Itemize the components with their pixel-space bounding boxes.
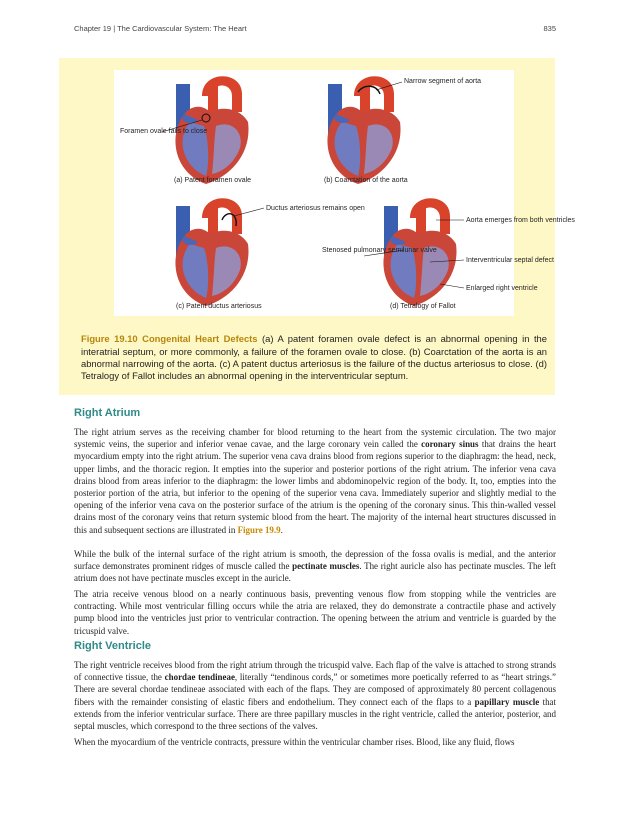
- label-enlarged-ventricle: Enlarged right ventricle: [466, 285, 538, 292]
- page-header: [74, 24, 556, 33]
- right-atrium-paragraph-1: The right atrium serves as the receiving chamber for blood returning to the heart from the systemic circulation. The two major systemic veins, the superior and inferior venae cavae, and the large coronary vein called the coronary sinus that drains the heart myocardium empty into the right atrium. The superior vena cava drains blood from regions superior to the diaphragm: the head, neck, upper limbs, and the thoracic region. It empties into the superior and posterior portions of the right atrium. The inferior vena cava drains blood from areas inferior to the diaphragm: the lower limbs and abdominopelvic region of the body. It, too, empties into the posterior portion of the atria, but inferior to the opening of the superior vena cava. Immediately superior and slightly medial to the opening of the inferior vena cava on the posterior surface of the atrium is the opening of the coronary sinus. This thin-walled vessel drains most of the coronary veins that return systemic blood from the heart. The majority of the internal heart structures discussed in this and subsequent sections are illustrated in Figure 19.9.: [74, 427, 556, 535]
- panel-b-caption: (b) Coarctation of the aorta: [324, 177, 408, 184]
- congenital-defects-illustration: [114, 70, 575, 316]
- label-septal-defect: Interventricular septal defect: [466, 257, 554, 264]
- figure-19-9-link[interactable]: Figure 19.9: [237, 524, 281, 535]
- label-stenosed-valve: Stenosed pulmonary semilunar valve: [322, 247, 437, 254]
- figure-caption: [81, 333, 547, 382]
- panel-a-caption: (a) Patent foramen ovale: [174, 177, 252, 184]
- heart-c: [175, 198, 248, 306]
- right-ventricle-paragraph-2: When the myocardium of the ventricle contracts, pressure within the ventricular chamber rises. Blood, like any fluid, flows: [74, 737, 515, 747]
- label-narrow-segment: Narrow segment of aorta: [404, 78, 482, 85]
- figure-caption-label: Figure 19.10 Congenital Heart Defects: [81, 333, 258, 345]
- page-number: 835: [543, 24, 556, 33]
- chapter-title: Chapter 19 | The Cardiovascular System: The Heart: [74, 24, 247, 33]
- right-ventricle-paragraph-1: The right ventricle receives blood from the right atrium through the tricuspid valve. Each flap of the valve is attached to strong strands of connective tissue, the chordae tendineae, literally “tendinous cords,” or sometimes more poetically referred to as “heart strings.” There are several chordae tendineae associated with each of the flaps. They are composed of approximately 80 percent collagenous fibers with the remainder consisting of elastic fibers and endothelium. They connect each of the flaps to a papillary muscle that extends from the inferior ventricular surface. There are three papillary muscles in the right ventricle, called the anterior, posterior, and septal muscles, which correspond to the three sections of the valves.: [74, 660, 556, 732]
- heading-right-ventricle: Right Ventricle: [74, 640, 152, 652]
- panel-d-caption: (d) Tetralogy of Fallot: [390, 303, 456, 310]
- figure-caption-text: (a) A patent foramen ovale defect is an abnormal opening in the interatrial septum, or more commonly, a failure of the foramen ovale to close. (b) Coarctation of the aorta is an abnormal narrowing of the aorta. (c) A patent ductus arteriosus is the failure of the ductus arteriosus to close. (d) Tetralogy of Fallot includes an abnormal opening in the interventricular septum.: [81, 333, 547, 381]
- label-foramen-ovale: Foramen ovale fails to close: [120, 128, 208, 135]
- label-ductus: Ductus arteriosus remains open: [266, 205, 365, 212]
- panel-c-caption: (c) Patent ductus arteriosus: [176, 303, 262, 310]
- right-atrium-paragraph-2: While the bulk of the internal surface of the right atrium is smooth, the depression of the fossa ovalis is medial, and the anterior surface demonstrates prominent ridges of muscle called the pectinate muscles. The right auricle also has pectinate muscles. The left atrium does not have pectinate muscles except in the auricle.: [74, 549, 556, 584]
- heading-right-atrium: Right Atrium: [74, 407, 141, 419]
- heart-b: [327, 76, 400, 184]
- right-atrium-paragraph-3: The atria receive venous blood on a nearly continuous basis, preventing venous flow from stopping while the ventricles are contracting. While most ventricular filling occurs while the atria are relaxed, they do demonstrate a contractile phase and actively pump blood into the ventricles just prior to ventricular contraction. The opening between the atrium and ventricle is guarded by the tricuspid valve.: [74, 589, 556, 636]
- label-aorta-emerges: Aorta emerges from both ventricles: [466, 217, 575, 224]
